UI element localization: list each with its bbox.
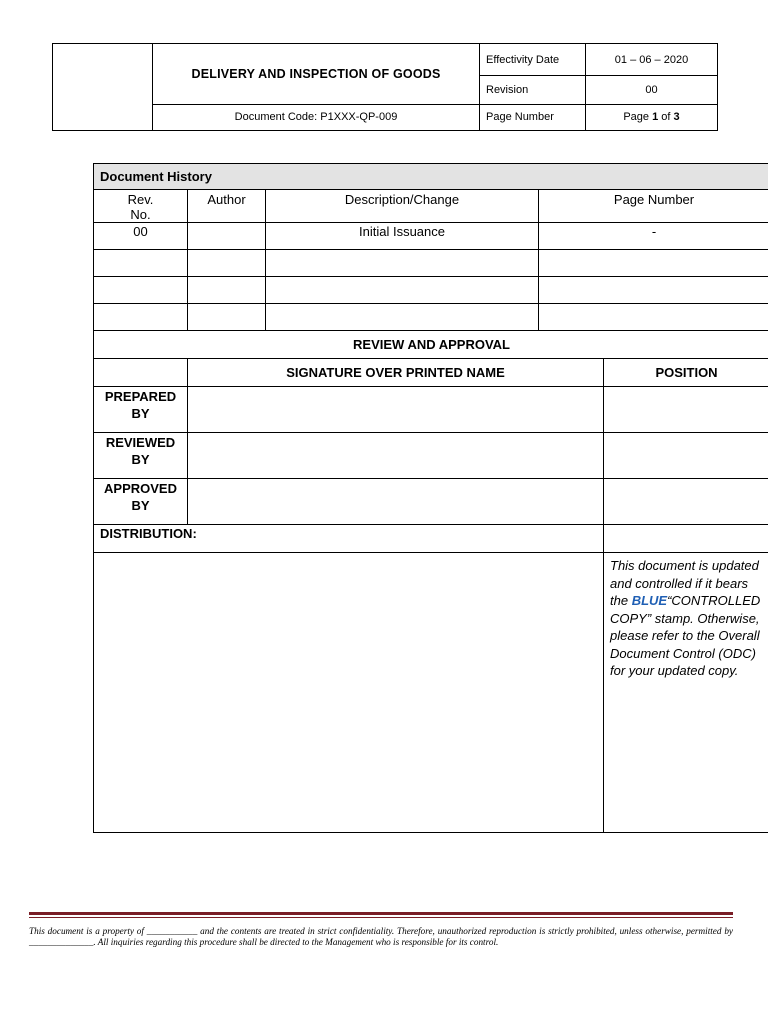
column-header-rev-no: Rev. No. bbox=[94, 190, 188, 223]
rev-no-cell bbox=[94, 304, 188, 331]
description-cell bbox=[266, 304, 539, 331]
table-row bbox=[94, 250, 768, 277]
table-row bbox=[94, 223, 768, 250]
logo-placeholder bbox=[53, 44, 153, 131]
table-row bbox=[94, 277, 768, 304]
effectivity-date-value: 01 – 06 – 2020 bbox=[586, 44, 718, 76]
confidentiality-notice: This document is a property of ___________ and the contents are treated in strict confidentiality. Therefore, unauthorized reproduction is strictly prohibited, unless otherwise, permitted by ______________. All inquiries regarding this procedure shall be directed to the Management who is responsible for its control. bbox=[29, 926, 733, 947]
document-history-title: Document History bbox=[94, 164, 768, 190]
page-number-cell bbox=[539, 304, 768, 331]
approval-row-approved bbox=[94, 479, 768, 525]
description-cell: Initial Issuance bbox=[266, 223, 539, 250]
page-number-label: Page Number bbox=[480, 104, 586, 130]
footer-rule-thin bbox=[29, 917, 733, 918]
page-number-cell bbox=[539, 277, 768, 304]
blue-emphasis: BLUE bbox=[631, 593, 668, 608]
revision-value: 00 bbox=[586, 76, 718, 104]
reviewed-by-label: REVIEWED BY bbox=[94, 433, 188, 479]
approved-position-field[interactable] bbox=[604, 479, 768, 525]
page-number-cell bbox=[539, 250, 768, 277]
prepared-position-field[interactable] bbox=[604, 387, 768, 433]
reviewed-position-field[interactable] bbox=[604, 433, 768, 479]
distribution-list-area[interactable] bbox=[94, 553, 604, 833]
review-approval-title: REVIEW AND APPROVAL bbox=[94, 331, 768, 359]
author-cell bbox=[188, 277, 266, 304]
controlled-copy-note: This document is updated and controlled if it bears the BLUE“CONTROLLED COPY” stamp. Otherwise, please refer to the Overall Document Control (ODC) for your updated copy. bbox=[604, 553, 768, 833]
document-history-table bbox=[93, 163, 768, 833]
column-header-page-number: Page Number bbox=[539, 190, 768, 223]
approved-by-label: APPROVED BY bbox=[94, 479, 188, 525]
blank-header-cell bbox=[94, 359, 188, 387]
page-number-cell: - bbox=[539, 223, 768, 250]
reviewed-signature-field[interactable] bbox=[188, 433, 604, 479]
prepared-by-label: PREPARED BY bbox=[94, 387, 188, 433]
page-current: 1 bbox=[652, 111, 659, 124]
approved-signature-field[interactable] bbox=[188, 479, 604, 525]
revision-label: Revision bbox=[480, 76, 586, 104]
distribution-label: DISTRIBUTION: bbox=[94, 525, 604, 553]
author-cell bbox=[188, 223, 266, 250]
table-row bbox=[94, 304, 768, 331]
column-header-description: Description/Change bbox=[266, 190, 539, 223]
approval-row-reviewed bbox=[94, 433, 768, 479]
effectivity-date-label: Effectivity Date bbox=[480, 44, 586, 76]
document-header bbox=[52, 43, 718, 131]
page-number-value: Page 1 of 3 bbox=[586, 104, 718, 130]
approval-row-prepared bbox=[94, 387, 768, 433]
author-cell bbox=[188, 304, 266, 331]
position-header: POSITION bbox=[604, 359, 768, 387]
column-header-author: Author bbox=[188, 190, 266, 223]
footer-rule bbox=[29, 912, 733, 915]
author-cell bbox=[188, 250, 266, 277]
rev-no-cell bbox=[94, 250, 188, 277]
rev-no-cell: 00 bbox=[94, 223, 188, 250]
description-cell bbox=[266, 277, 539, 304]
document-title: DELIVERY AND INSPECTION OF GOODS bbox=[153, 44, 480, 105]
rev-no-cell bbox=[94, 277, 188, 304]
page-total: 3 bbox=[673, 111, 680, 124]
description-cell bbox=[266, 250, 539, 277]
distribution-blank-cell bbox=[604, 525, 768, 553]
prepared-signature-field[interactable] bbox=[188, 387, 604, 433]
document-code: Document Code: P1XXX-QP-009 bbox=[153, 104, 480, 130]
signature-header: SIGNATURE OVER PRINTED NAME bbox=[188, 359, 604, 387]
